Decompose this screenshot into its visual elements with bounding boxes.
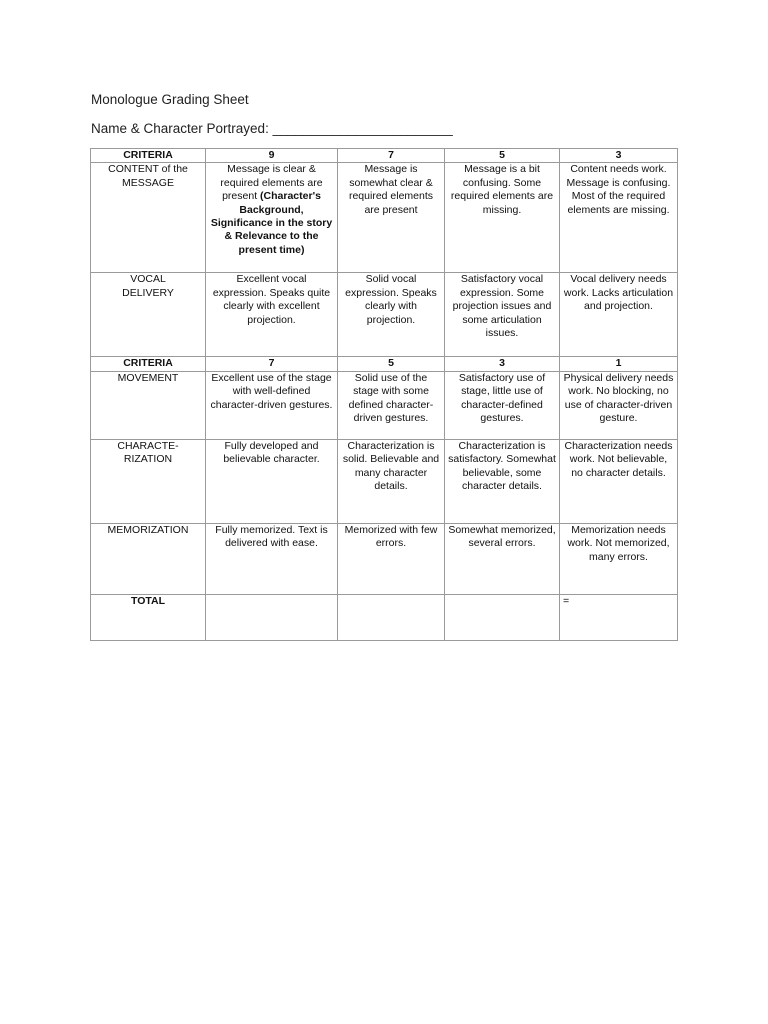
document-title: Monologue Grading Sheet bbox=[91, 92, 249, 107]
rubric-cell: Characterization is solid. Believable and many character details. bbox=[338, 439, 445, 523]
rubric-cell: Solid vocal expression. Speaks clearly with projection. bbox=[338, 273, 445, 357]
criteria-cell bbox=[91, 523, 206, 594]
rubric-cell: Memorized with few errors. bbox=[338, 523, 445, 594]
criteria-line: MESSAGE bbox=[122, 176, 174, 189]
total-value: = bbox=[560, 594, 678, 640]
rubric-cell: Solid use of the stage with some defined character-driven gestures. bbox=[338, 371, 445, 439]
header-cell: CRITERIA bbox=[91, 149, 206, 163]
name-character-line bbox=[91, 121, 453, 136]
criteria-line: RIZATION bbox=[123, 453, 173, 466]
rubric-cell: Fully developed and believable character. bbox=[206, 439, 338, 523]
criteria-line: CHARACTE- bbox=[117, 439, 179, 452]
header-cell: 5 bbox=[338, 357, 445, 371]
header-cell: 5 bbox=[445, 149, 560, 163]
grading-rubric-table bbox=[90, 148, 678, 641]
header-cell: 3 bbox=[445, 357, 560, 371]
header-cell: 1 bbox=[560, 357, 678, 371]
table-row-movement bbox=[91, 371, 678, 439]
total-label: TOTAL bbox=[91, 594, 206, 640]
rubric-text: Message is clear & required elements are present bbox=[220, 163, 323, 203]
criteria-line: MEMORIZATION bbox=[107, 523, 189, 536]
table-row-vocal bbox=[91, 273, 678, 357]
rubric-cell: Content needs work. Message is confusing. Most of the required elements are missing. bbox=[560, 163, 678, 273]
header-row-1 bbox=[91, 149, 678, 163]
criteria-cell bbox=[91, 439, 206, 523]
header-cell: 3 bbox=[560, 149, 678, 163]
rubric-cell: Excellent use of the stage with well-defined character-driven gestures. bbox=[206, 371, 338, 439]
name-character-label: Name & Character Portrayed: bbox=[91, 121, 269, 136]
header-cell: 7 bbox=[338, 149, 445, 163]
rubric-cell: Memorization needs work. Not memorized, many errors. bbox=[560, 523, 678, 594]
total-blank-cell bbox=[338, 594, 445, 640]
table-row-content bbox=[91, 163, 678, 273]
rubric-cell: Satisfactory use of stage, little use of character-defined gestures. bbox=[445, 371, 560, 439]
rubric-cell: Excellent vocal expression. Speaks quite clearly with excellent projection. bbox=[206, 273, 338, 357]
criteria-cell bbox=[91, 273, 206, 357]
rubric-cell: Vocal delivery needs work. Lacks articulation and projection. bbox=[560, 273, 678, 357]
total-blank-cell bbox=[206, 594, 338, 640]
total-blank-cell bbox=[445, 594, 560, 640]
criteria-line: DELIVERY bbox=[122, 286, 174, 299]
header-cell: CRITERIA bbox=[91, 357, 206, 371]
rubric-cell: Satisfactory vocal expression. Some projection issues and some articulation issues. bbox=[445, 273, 560, 357]
criteria-cell bbox=[91, 371, 206, 439]
rubric-cell: Fully memorized. Text is delivered with ease. bbox=[206, 523, 338, 594]
criteria-line: MOVEMENT bbox=[117, 371, 179, 384]
rubric-cell: Characterization is satisfactory. Somewhat believable, some character details. bbox=[445, 439, 560, 523]
table-row-characterization bbox=[91, 439, 678, 523]
rubric-cell: Characterization needs work. Not believable, no character details. bbox=[560, 439, 678, 523]
rubric-cell: Message is a bit confusing. Some required elements are missing. bbox=[445, 163, 560, 273]
header-cell: 7 bbox=[206, 357, 338, 371]
criteria-cell bbox=[91, 163, 206, 273]
table-row-total bbox=[91, 594, 678, 640]
rubric-cell: Message is somewhat clear & required elements are present bbox=[338, 163, 445, 273]
rubric-cell: Somewhat memorized, several errors. bbox=[445, 523, 560, 594]
rubric-text-bold: (Character's Background, Significance in the story & Relevance to the present time) bbox=[210, 190, 333, 256]
table-row-memorization bbox=[91, 523, 678, 594]
criteria-line: VOCAL bbox=[130, 273, 166, 286]
rubric-cell: Physical delivery needs work. No blocking, no use of character-driven gesture. bbox=[560, 371, 678, 439]
header-row-2 bbox=[91, 357, 678, 371]
header-cell: 9 bbox=[206, 149, 338, 163]
rubric-cell bbox=[206, 163, 338, 273]
criteria-line: CONTENT of the bbox=[108, 163, 188, 176]
name-character-blank: ________________________ bbox=[272, 121, 453, 136]
